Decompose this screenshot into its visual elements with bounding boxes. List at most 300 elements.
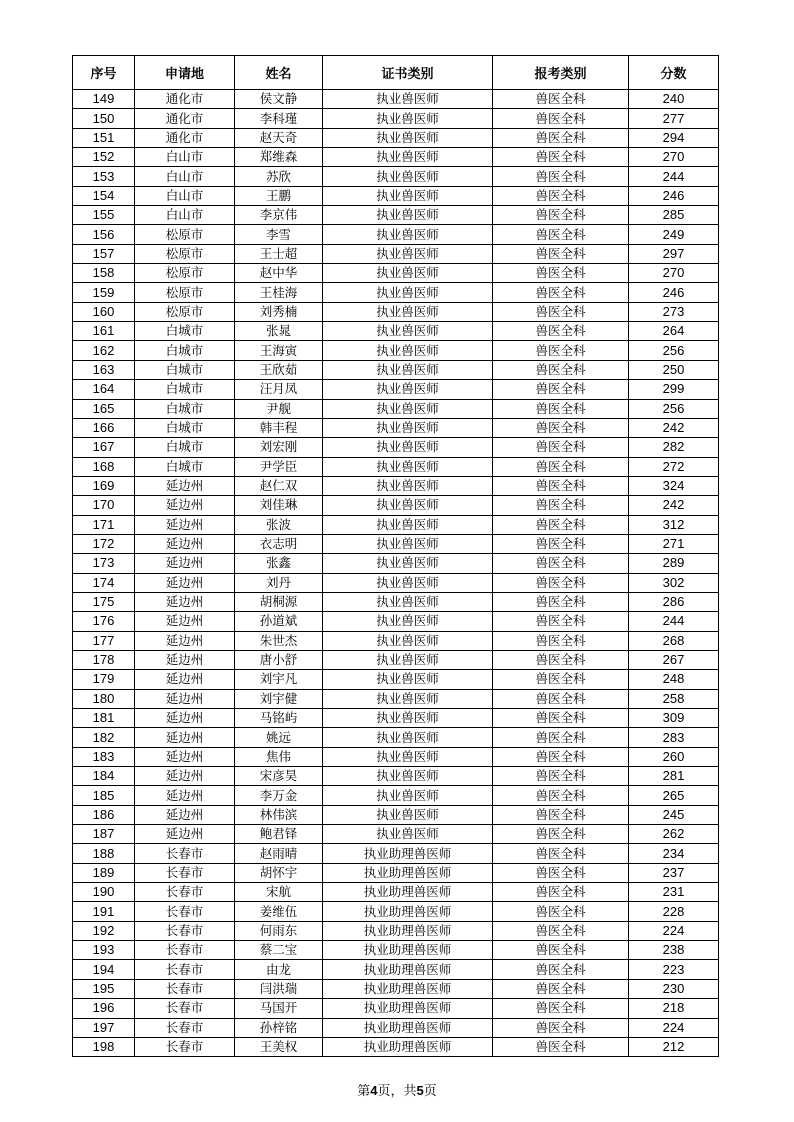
cell-certificate-type: 执业助理兽医师 [323, 844, 493, 863]
cell-application-location: 延边州 [135, 631, 235, 650]
cell-exam-category: 兽医全科 [493, 941, 629, 960]
cell-certificate-type: 执业助理兽医师 [323, 1018, 493, 1037]
cell-certificate-type: 执业兽医师 [323, 689, 493, 708]
cell-serial-number: 159 [73, 283, 135, 302]
cell-exam-category: 兽医全科 [493, 728, 629, 747]
table-row [73, 1037, 719, 1056]
cell-application-location: 延边州 [135, 515, 235, 534]
cell-score: 246 [629, 283, 719, 302]
cell-application-location: 白城市 [135, 457, 235, 476]
cell-application-location: 通化市 [135, 128, 235, 147]
cell-score: 224 [629, 1018, 719, 1037]
table-row [73, 709, 719, 728]
cell-score: 270 [629, 148, 719, 167]
cell-application-location: 长春市 [135, 921, 235, 940]
cell-certificate-type: 执业兽医师 [323, 264, 493, 283]
cell-application-location: 延边州 [135, 534, 235, 553]
table-row [73, 244, 719, 263]
cell-exam-category: 兽医全科 [493, 960, 629, 979]
cell-certificate-type: 执业兽医师 [323, 322, 493, 341]
cell-score: 223 [629, 960, 719, 979]
cell-score: 294 [629, 128, 719, 147]
cell-application-location: 松原市 [135, 302, 235, 321]
cell-application-location: 延边州 [135, 573, 235, 592]
footer-middle: 页，共 [377, 1084, 417, 1099]
table-row [73, 380, 719, 399]
cell-certificate-type: 执业兽医师 [323, 128, 493, 147]
cell-serial-number: 169 [73, 476, 135, 495]
cell-name: 姜维伍 [235, 902, 323, 921]
cell-name: 张晁 [235, 322, 323, 341]
cell-serial-number: 171 [73, 515, 135, 534]
cell-exam-category: 兽医全科 [493, 90, 629, 109]
cell-certificate-type: 执业兽医师 [323, 244, 493, 263]
cell-serial-number: 175 [73, 592, 135, 611]
cell-score: 283 [629, 728, 719, 747]
cell-application-location: 白城市 [135, 360, 235, 379]
cell-name: 赵天奇 [235, 128, 323, 147]
cell-score: 250 [629, 360, 719, 379]
cell-certificate-type: 执业助理兽医师 [323, 921, 493, 940]
cell-certificate-type: 执业兽医师 [323, 476, 493, 495]
cell-name: 唐小舒 [235, 650, 323, 669]
footer-total-pages: 5 [416, 1083, 424, 1098]
cell-exam-category: 兽医全科 [493, 302, 629, 321]
cell-serial-number: 191 [73, 902, 135, 921]
cell-exam-category: 兽医全科 [493, 709, 629, 728]
cell-application-location: 长春市 [135, 999, 235, 1018]
cell-score: 218 [629, 999, 719, 1018]
cell-certificate-type: 执业兽医师 [323, 650, 493, 669]
cell-score: 260 [629, 747, 719, 766]
cell-serial-number: 152 [73, 148, 135, 167]
cell-application-location: 松原市 [135, 264, 235, 283]
table-row [73, 167, 719, 186]
cell-certificate-type: 执业兽医师 [323, 90, 493, 109]
table-row [73, 786, 719, 805]
results-table [72, 55, 719, 1057]
cell-name: 王桂海 [235, 283, 323, 302]
table-row [73, 592, 719, 611]
cell-serial-number: 161 [73, 322, 135, 341]
cell-certificate-type: 执业兽医师 [323, 825, 493, 844]
cell-name: 王鹏 [235, 186, 323, 205]
cell-application-location: 白山市 [135, 206, 235, 225]
cell-name: 赵中华 [235, 264, 323, 283]
table-row [73, 148, 719, 167]
cell-certificate-type: 执业兽医师 [323, 554, 493, 573]
cell-name: 刘宏刚 [235, 438, 323, 457]
cell-serial-number: 155 [73, 206, 135, 225]
table-row [73, 631, 719, 650]
cell-score: 258 [629, 689, 719, 708]
cell-score: 285 [629, 206, 719, 225]
cell-certificate-type: 执业兽医师 [323, 341, 493, 360]
cell-exam-category: 兽医全科 [493, 902, 629, 921]
cell-score: 240 [629, 90, 719, 109]
cell-score: 245 [629, 805, 719, 824]
cell-serial-number: 168 [73, 457, 135, 476]
cell-exam-category: 兽医全科 [493, 360, 629, 379]
footer-page-number: 4 [370, 1083, 378, 1098]
cell-name: 马铭屿 [235, 709, 323, 728]
cell-exam-category: 兽医全科 [493, 476, 629, 495]
cell-score: 268 [629, 631, 719, 650]
cell-serial-number: 176 [73, 612, 135, 631]
cell-serial-number: 177 [73, 631, 135, 650]
table-row [73, 476, 719, 495]
cell-serial-number: 197 [73, 1018, 135, 1037]
cell-application-location: 通化市 [135, 109, 235, 128]
cell-serial-number: 149 [73, 90, 135, 109]
cell-exam-category: 兽医全科 [493, 186, 629, 205]
cell-exam-category: 兽医全科 [493, 341, 629, 360]
cell-exam-category: 兽医全科 [493, 1037, 629, 1056]
cell-application-location: 长春市 [135, 960, 235, 979]
cell-score: 244 [629, 167, 719, 186]
cell-serial-number: 188 [73, 844, 135, 863]
cell-certificate-type: 执业助理兽医师 [323, 863, 493, 882]
cell-name: 侯文静 [235, 90, 323, 109]
cell-name: 郑维森 [235, 148, 323, 167]
table-row [73, 515, 719, 534]
footer-prefix: 第 [357, 1084, 371, 1099]
table-row [73, 902, 719, 921]
table-row [73, 418, 719, 437]
cell-exam-category: 兽医全科 [493, 418, 629, 437]
cell-serial-number: 163 [73, 360, 135, 379]
cell-score: 262 [629, 825, 719, 844]
cell-application-location: 延边州 [135, 825, 235, 844]
table-row [73, 302, 719, 321]
cell-application-location: 延边州 [135, 689, 235, 708]
cell-serial-number: 166 [73, 418, 135, 437]
header-exam-category: 报考类别 [493, 56, 629, 90]
table-row [73, 534, 719, 553]
cell-score: 273 [629, 302, 719, 321]
cell-certificate-type: 执业兽医师 [323, 728, 493, 747]
cell-score: 242 [629, 496, 719, 515]
cell-score: 302 [629, 573, 719, 592]
cell-application-location: 长春市 [135, 844, 235, 863]
cell-name: 由龙 [235, 960, 323, 979]
cell-score: 246 [629, 186, 719, 205]
cell-certificate-type: 执业助理兽医师 [323, 999, 493, 1018]
cell-exam-category: 兽医全科 [493, 322, 629, 341]
cell-application-location: 延边州 [135, 612, 235, 631]
cell-exam-category: 兽医全科 [493, 264, 629, 283]
cell-exam-category: 兽医全科 [493, 631, 629, 650]
cell-name: 韩丰程 [235, 418, 323, 437]
cell-serial-number: 194 [73, 960, 135, 979]
cell-name: 李京伟 [235, 206, 323, 225]
cell-score: 264 [629, 322, 719, 341]
cell-name: 张波 [235, 515, 323, 534]
table-row [73, 670, 719, 689]
cell-serial-number: 196 [73, 999, 135, 1018]
cell-exam-category: 兽医全科 [493, 844, 629, 863]
cell-certificate-type: 执业兽医师 [323, 283, 493, 302]
cell-certificate-type: 执业兽医师 [323, 515, 493, 534]
cell-name: 何雨东 [235, 921, 323, 940]
cell-name: 衣志明 [235, 534, 323, 553]
table-row [73, 283, 719, 302]
cell-certificate-type: 执业兽医师 [323, 399, 493, 418]
table-row [73, 921, 719, 940]
cell-exam-category: 兽医全科 [493, 128, 629, 147]
cell-score: 228 [629, 902, 719, 921]
table-row [73, 438, 719, 457]
cell-exam-category: 兽医全科 [493, 592, 629, 611]
cell-score: 256 [629, 341, 719, 360]
cell-serial-number: 172 [73, 534, 135, 553]
cell-application-location: 延边州 [135, 476, 235, 495]
cell-score: 231 [629, 883, 719, 902]
table-row [73, 805, 719, 824]
table-row [73, 689, 719, 708]
cell-serial-number: 182 [73, 728, 135, 747]
cell-exam-category: 兽医全科 [493, 148, 629, 167]
cell-certificate-type: 执业兽医师 [323, 148, 493, 167]
cell-application-location: 长春市 [135, 941, 235, 960]
cell-serial-number: 167 [73, 438, 135, 457]
cell-exam-category: 兽医全科 [493, 515, 629, 534]
cell-exam-category: 兽医全科 [493, 380, 629, 399]
cell-application-location: 延边州 [135, 747, 235, 766]
cell-exam-category: 兽医全科 [493, 999, 629, 1018]
cell-name: 王海寅 [235, 341, 323, 360]
cell-score: 230 [629, 979, 719, 998]
table-row [73, 844, 719, 863]
cell-name: 张鑫 [235, 554, 323, 573]
cell-exam-category: 兽医全科 [493, 496, 629, 515]
cell-certificate-type: 执业助理兽医师 [323, 902, 493, 921]
cell-name: 宋彦昊 [235, 767, 323, 786]
cell-application-location: 长春市 [135, 1018, 235, 1037]
cell-serial-number: 162 [73, 341, 135, 360]
cell-name: 王美权 [235, 1037, 323, 1056]
cell-name: 刘佳琳 [235, 496, 323, 515]
cell-name: 朱世杰 [235, 631, 323, 650]
cell-score: 238 [629, 941, 719, 960]
cell-score: 265 [629, 786, 719, 805]
cell-name: 闫洪瑞 [235, 979, 323, 998]
cell-score: 289 [629, 554, 719, 573]
cell-serial-number: 153 [73, 167, 135, 186]
cell-score: 299 [629, 380, 719, 399]
table-row [73, 322, 719, 341]
cell-score: 256 [629, 399, 719, 418]
cell-name: 刘丹 [235, 573, 323, 592]
cell-application-location: 长春市 [135, 883, 235, 902]
cell-score: 270 [629, 264, 719, 283]
table-row [73, 206, 719, 225]
table-row [73, 554, 719, 573]
cell-application-location: 长春市 [135, 1037, 235, 1056]
cell-application-location: 白山市 [135, 148, 235, 167]
cell-serial-number: 164 [73, 380, 135, 399]
table-row [73, 341, 719, 360]
cell-name: 尹舰 [235, 399, 323, 418]
table-row [73, 573, 719, 592]
cell-serial-number: 173 [73, 554, 135, 573]
cell-certificate-type: 执业兽医师 [323, 496, 493, 515]
cell-certificate-type: 执业兽医师 [323, 380, 493, 399]
cell-application-location: 白城市 [135, 399, 235, 418]
cell-certificate-type: 执业兽医师 [323, 438, 493, 457]
table-row [73, 863, 719, 882]
cell-exam-category: 兽医全科 [493, 225, 629, 244]
cell-score: 324 [629, 476, 719, 495]
table-row [73, 109, 719, 128]
table-row [73, 90, 719, 109]
table-row [73, 999, 719, 1018]
cell-exam-category: 兽医全科 [493, 457, 629, 476]
cell-name: 胡怀宇 [235, 863, 323, 882]
table-row [73, 979, 719, 998]
header-certificate-type: 证书类别 [323, 56, 493, 90]
cell-score: 224 [629, 921, 719, 940]
cell-serial-number: 198 [73, 1037, 135, 1056]
cell-certificate-type: 执业助理兽医师 [323, 883, 493, 902]
cell-name: 鲍君铎 [235, 825, 323, 844]
table-row [73, 728, 719, 747]
cell-application-location: 延边州 [135, 496, 235, 515]
cell-certificate-type: 执业兽医师 [323, 206, 493, 225]
cell-serial-number: 151 [73, 128, 135, 147]
table-row [73, 612, 719, 631]
cell-certificate-type: 执业兽医师 [323, 302, 493, 321]
cell-name: 林伟滨 [235, 805, 323, 824]
cell-name: 苏欣 [235, 167, 323, 186]
cell-application-location: 通化市 [135, 90, 235, 109]
cell-certificate-type: 执业助理兽医师 [323, 960, 493, 979]
cell-serial-number: 154 [73, 186, 135, 205]
cell-score: 242 [629, 418, 719, 437]
cell-exam-category: 兽医全科 [493, 689, 629, 708]
cell-name: 王欣茹 [235, 360, 323, 379]
cell-name: 王士超 [235, 244, 323, 263]
cell-score: 312 [629, 515, 719, 534]
cell-certificate-type: 执业兽医师 [323, 418, 493, 437]
table-row [73, 128, 719, 147]
cell-certificate-type: 执业兽医师 [323, 109, 493, 128]
cell-application-location: 长春市 [135, 979, 235, 998]
cell-serial-number: 192 [73, 921, 135, 940]
cell-name: 李科瑾 [235, 109, 323, 128]
cell-serial-number: 187 [73, 825, 135, 844]
cell-name: 赵仁双 [235, 476, 323, 495]
cell-score: 267 [629, 650, 719, 669]
cell-application-location: 延边州 [135, 554, 235, 573]
cell-application-location: 延边州 [135, 670, 235, 689]
cell-certificate-type: 执业兽医师 [323, 805, 493, 824]
cell-serial-number: 150 [73, 109, 135, 128]
cell-serial-number: 189 [73, 863, 135, 882]
cell-application-location: 松原市 [135, 244, 235, 263]
cell-exam-category: 兽医全科 [493, 1018, 629, 1037]
cell-serial-number: 195 [73, 979, 135, 998]
cell-application-location: 白城市 [135, 322, 235, 341]
cell-application-location: 白山市 [135, 186, 235, 205]
cell-application-location: 延边州 [135, 805, 235, 824]
cell-score: 237 [629, 863, 719, 882]
cell-exam-category: 兽医全科 [493, 863, 629, 882]
cell-application-location: 延边州 [135, 650, 235, 669]
cell-name: 宋航 [235, 883, 323, 902]
cell-score: 212 [629, 1037, 719, 1056]
cell-score: 309 [629, 709, 719, 728]
cell-certificate-type: 执业兽医师 [323, 186, 493, 205]
cell-exam-category: 兽医全科 [493, 167, 629, 186]
table-row [73, 1018, 719, 1037]
cell-serial-number: 185 [73, 786, 135, 805]
page-footer [0, 1080, 794, 1099]
cell-name: 刘宇凡 [235, 670, 323, 689]
cell-certificate-type: 执业助理兽医师 [323, 941, 493, 960]
cell-name: 马国开 [235, 999, 323, 1018]
cell-application-location: 白山市 [135, 167, 235, 186]
cell-exam-category: 兽医全科 [493, 109, 629, 128]
cell-score: 277 [629, 109, 719, 128]
cell-score: 281 [629, 767, 719, 786]
cell-serial-number: 174 [73, 573, 135, 592]
cell-serial-number: 184 [73, 767, 135, 786]
cell-serial-number: 180 [73, 689, 135, 708]
cell-exam-category: 兽医全科 [493, 573, 629, 592]
cell-serial-number: 183 [73, 747, 135, 766]
cell-exam-category: 兽医全科 [493, 747, 629, 766]
cell-exam-category: 兽医全科 [493, 825, 629, 844]
cell-score: 297 [629, 244, 719, 263]
cell-application-location: 松原市 [135, 225, 235, 244]
cell-application-location: 白城市 [135, 418, 235, 437]
table-row [73, 883, 719, 902]
cell-name: 李雪 [235, 225, 323, 244]
cell-certificate-type: 执业兽医师 [323, 670, 493, 689]
cell-score: 249 [629, 225, 719, 244]
table-row [73, 186, 719, 205]
cell-certificate-type: 执业兽医师 [323, 612, 493, 631]
table-row [73, 960, 719, 979]
cell-certificate-type: 执业兽医师 [323, 786, 493, 805]
cell-certificate-type: 执业兽医师 [323, 573, 493, 592]
cell-serial-number: 170 [73, 496, 135, 515]
cell-application-location: 白城市 [135, 341, 235, 360]
cell-serial-number: 190 [73, 883, 135, 902]
cell-exam-category: 兽医全科 [493, 438, 629, 457]
cell-serial-number: 186 [73, 805, 135, 824]
cell-certificate-type: 执业兽医师 [323, 225, 493, 244]
cell-name: 刘宇健 [235, 689, 323, 708]
cell-exam-category: 兽医全科 [493, 979, 629, 998]
cell-exam-category: 兽医全科 [493, 883, 629, 902]
cell-exam-category: 兽医全科 [493, 244, 629, 263]
cell-serial-number: 181 [73, 709, 135, 728]
footer-suffix: 页 [423, 1084, 437, 1099]
cell-name: 胡桐源 [235, 592, 323, 611]
cell-name: 孙梓铭 [235, 1018, 323, 1037]
cell-application-location: 延边州 [135, 786, 235, 805]
table-row [73, 360, 719, 379]
cell-score: 282 [629, 438, 719, 457]
cell-exam-category: 兽医全科 [493, 921, 629, 940]
cell-exam-category: 兽医全科 [493, 612, 629, 631]
cell-exam-category: 兽医全科 [493, 650, 629, 669]
cell-name: 孙道斌 [235, 612, 323, 631]
table-header-row [73, 56, 719, 90]
table-body [73, 90, 719, 1057]
